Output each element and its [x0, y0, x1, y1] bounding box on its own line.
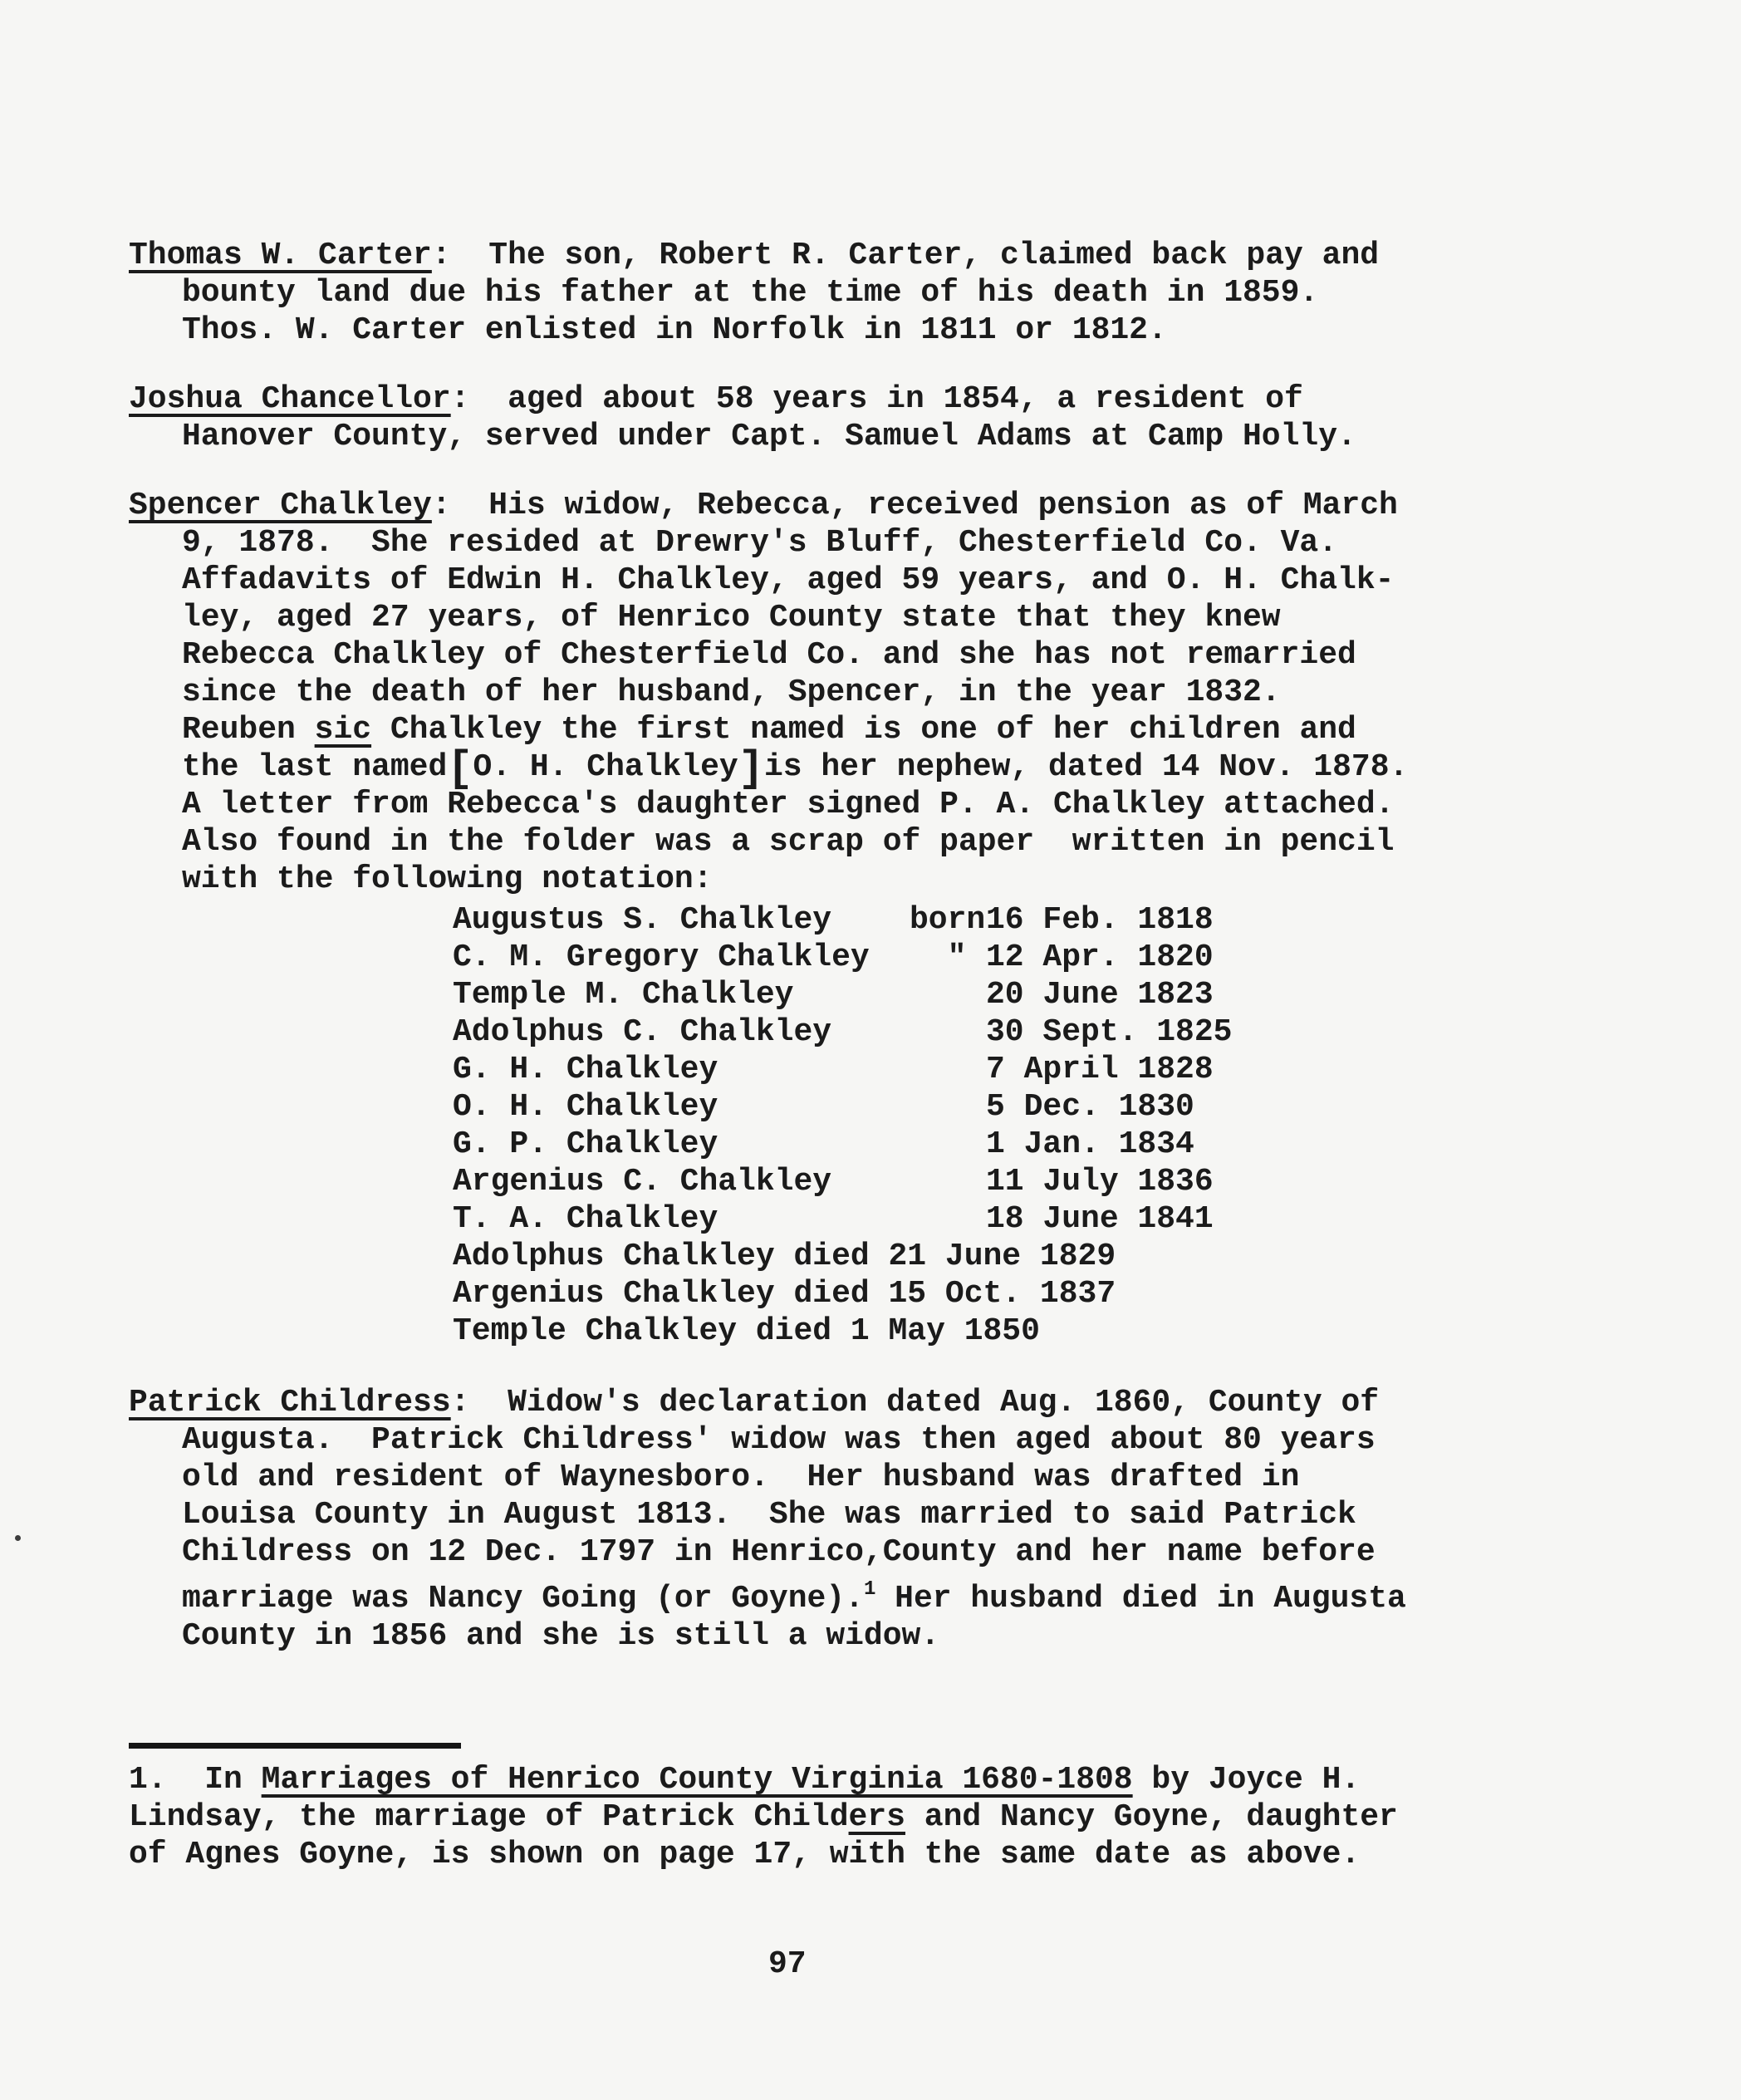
entry-line-text: the last named	[182, 749, 448, 785]
entry-line	[182, 1571, 1406, 1617]
entry-line: Also found in the folder was a scrap of paper written in pencil	[182, 824, 1395, 860]
entry-first-line-text: : aged about 58 years in 1854, a resident of	[450, 381, 1303, 417]
page-number: 97	[768, 1946, 807, 1982]
entry-name-underlined: Thomas W. Carter	[129, 238, 432, 273]
entry-line: Childress on 12 Dec. 1797 in Henrico,County and her name before	[182, 1534, 1376, 1570]
footnote-line: of Agnes Goyne, is shown on page 17, with the same date as above.	[129, 1837, 1361, 1872]
list-person-name: G. H. Chalkley	[453, 1052, 718, 1087]
ditto-mark: "	[910, 940, 967, 975]
bracketed-name: O. H. Chalkley	[473, 749, 738, 785]
list-row	[453, 939, 1232, 976]
entry-line: Rebecca Chalkley of Chesterfield Co. and she has not remarried	[182, 637, 1356, 673]
list-person-name: G. P. Chalkley	[453, 1126, 718, 1162]
entry-name-underlined: Spencer Chalkley	[129, 488, 432, 523]
entry-line: Augusta. Patrick Childress' widow was then aged about 80 years	[182, 1422, 1376, 1458]
footnote-reference-superscript: 1	[863, 1578, 876, 1601]
entry-line	[182, 744, 1409, 793]
inserted-bracket-open: [	[447, 744, 473, 793]
entry-line-text: is her nephew, dated 14 Nov. 1878.	[763, 749, 1409, 785]
entry-heading-line	[129, 380, 1356, 418]
entry-line: with the following notation:	[182, 861, 713, 897]
entry-thomas-w-carter	[129, 237, 1379, 349]
footnote-text: Lindsay, the marriage of Patrick Child	[129, 1799, 849, 1835]
list-row	[453, 1200, 1232, 1238]
entry-line: old and resident of Waynesboro. Her husband was drafted in	[182, 1460, 1300, 1495]
entry-heading-line	[129, 1384, 1406, 1421]
list-row	[453, 976, 1232, 1013]
entry-line: A letter from Rebecca's daughter signed P. A. Chalkley attached.	[182, 787, 1395, 822]
list-row	[453, 1163, 1232, 1200]
list-person-name: T. A. Chalkley	[453, 1201, 718, 1237]
entry-line: ley, aged 27 years, of Henrico County state that they knew	[182, 600, 1281, 635]
birth-date: 1 Jan. 1834	[986, 1126, 1194, 1162]
entry-line: Louisa County in August 1813. She was married to said Patrick	[182, 1497, 1356, 1533]
birth-date: 18 June 1841	[986, 1201, 1214, 1237]
footnote-text: by Joyce H.	[1132, 1762, 1361, 1798]
footnote-text: and Nancy Goyne, daughter	[905, 1799, 1398, 1835]
death-note-line: Argenius Chalkley died 15 Oct. 1837	[453, 1276, 1116, 1312]
entry-patrick-childress	[129, 1384, 1406, 1655]
entry-name-underlined: Patrick Childress	[129, 1385, 451, 1420]
entry-heading-line	[129, 237, 1379, 274]
entry-line-text: Reuben	[182, 712, 315, 748]
list-person-name: Adolphus C. Chalkley	[453, 1014, 832, 1050]
list-person-name: O. H. Chalkley	[453, 1089, 718, 1125]
scan-speck-dot	[15, 1535, 21, 1541]
entry-line: 9, 1878. She resided at Drewry's Bluff, Chesterfield Co. Va.	[182, 525, 1338, 561]
footnote-divider-rule	[129, 1743, 461, 1749]
death-note-line: Temple Chalkley died 1 May 1850	[453, 1313, 1040, 1349]
footnote-line	[129, 1761, 1398, 1798]
entry-line: Hanover County, served under Capt. Samuel Adams at Camp Holly.	[182, 419, 1356, 454]
entry-first-line-text: : His widow, Rebecca, received pension as of March	[431, 488, 1398, 523]
list-row	[453, 901, 1232, 939]
entry-line: Affadavits of Edwin H. Chalkley, aged 59 years, and O. H. Chalk-	[182, 562, 1395, 598]
birth-date: 11 July 1836	[986, 1164, 1214, 1200]
footnote-block	[129, 1743, 1398, 1873]
inserted-bracket-close: ]	[738, 744, 764, 793]
entry-name-underlined: Joshua Chancellor	[129, 381, 451, 417]
entry-line	[182, 711, 1408, 748]
birth-date: 7 April 1828	[986, 1052, 1214, 1087]
birth-date: 20 June 1823	[986, 977, 1214, 1013]
entry-first-line-text: : Widow's declaration dated Aug. 1860, County of	[450, 1385, 1380, 1420]
birth-date: 16 Feb. 1818	[986, 902, 1214, 938]
death-note-line: Adolphus Chalkley died 21 June 1829	[453, 1239, 1116, 1274]
list-person-name: C. M. Gregory Chalkley	[453, 940, 870, 975]
entry-line-text: Her husband died in Augusta	[875, 1581, 1406, 1617]
entry-line: since the death of her husband, Spencer, in the year 1832.	[182, 675, 1281, 710]
entry-line-text: marriage was Nancy Going (or Goyne).	[182, 1581, 864, 1617]
entry-joshua-chancellor	[129, 380, 1356, 455]
footnote-text: 1. In	[129, 1762, 262, 1798]
sic-underlined: sic	[314, 712, 372, 748]
emphasized-suffix-underlined: ers	[848, 1799, 905, 1835]
list-row	[453, 1088, 1232, 1126]
entry-first-line-text: : The son, Robert R. Carter, claimed back pay and	[431, 238, 1380, 273]
list-person-name: Argenius C. Chalkley	[453, 1164, 832, 1200]
list-row	[453, 1013, 1232, 1051]
book-title-underlined: Marriages of Henrico County Virginia 1680-1808	[261, 1762, 1133, 1798]
entry-line-text: Chalkley the first named is one of her children and	[371, 712, 1356, 748]
birth-date: 12 Apr. 1820	[986, 940, 1214, 975]
entry-spencer-chalkley	[129, 487, 1408, 898]
entry-line: County in 1856 and she is still a widow.	[182, 1618, 940, 1654]
entry-heading-line	[129, 487, 1408, 524]
birth-date: 5 Dec. 1830	[986, 1089, 1194, 1125]
list-person-name: Temple M. Chalkley	[453, 977, 794, 1013]
list-row	[453, 1051, 1232, 1088]
entry-line: bounty land due his father at the time of his death in 1859.	[182, 275, 1319, 311]
entry-line: Thos. W. Carter enlisted in Norfolk in 1811 or 1812.	[182, 312, 1167, 348]
footnote-line	[129, 1798, 1398, 1836]
birth-date: 30 Sept. 1825	[986, 1014, 1233, 1050]
born-label: born	[910, 902, 986, 938]
chalkley-birth-list	[453, 901, 1232, 1350]
list-row	[453, 1126, 1232, 1163]
list-person-name: Augustus S. Chalkley	[453, 902, 832, 938]
